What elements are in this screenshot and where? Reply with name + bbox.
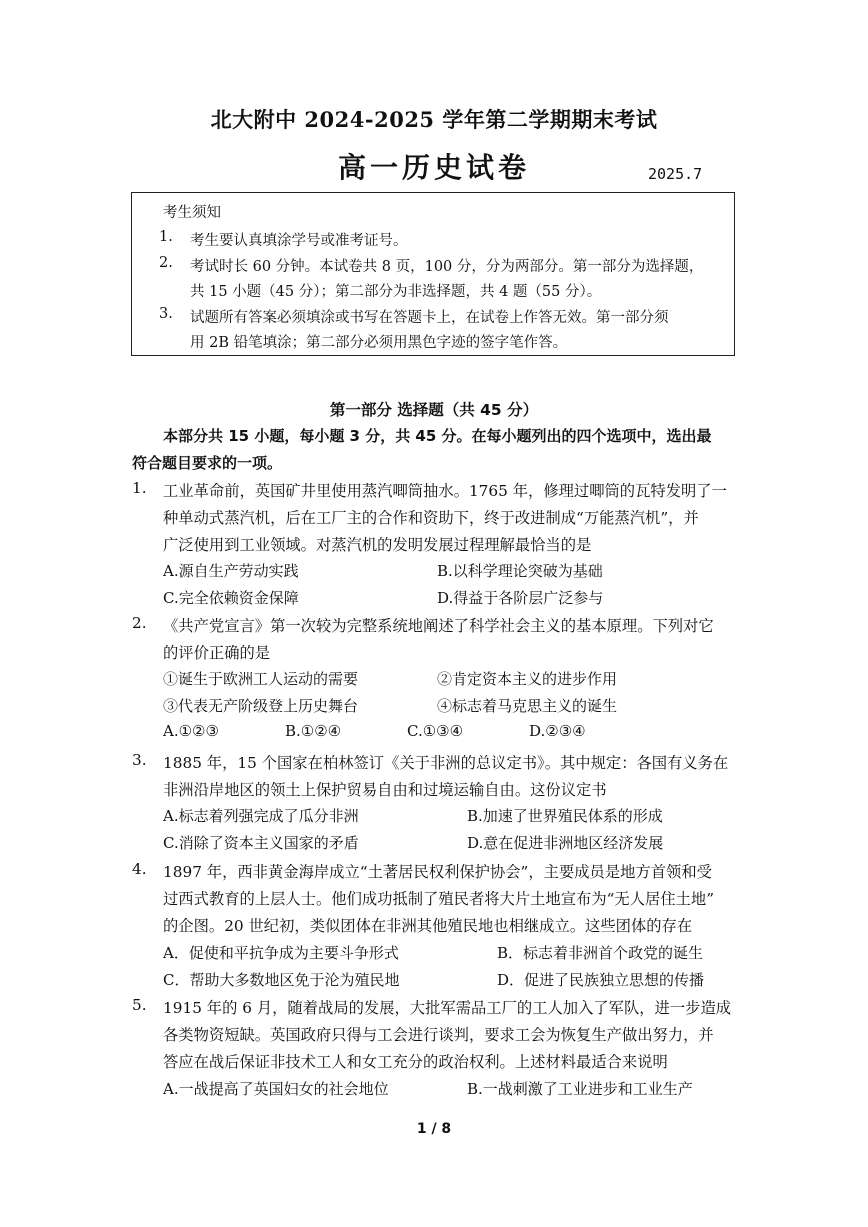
question-number: 4. <box>132 860 147 878</box>
question-text: 1897 年，西非黄金海岸成立“土著居民权利保护协会”，主要成员是地方首领和受 <box>163 863 712 881</box>
notice-item-text: 试题所有答案必须填涂或书写在答题卡上，在试卷上作答无效。第一部分须 <box>190 310 669 326</box>
notice-item-text: 用 2B 铅笔填涂；第二部分必须用黑色字迹的签字笔作答。 <box>190 335 568 351</box>
question-text: 《共产党宣言》第一次较为完整系统地阐述了科学社会主义的基本原理。下列对它 <box>163 617 714 635</box>
exam-date: 2025.7 <box>648 165 703 183</box>
question-text: 工业革命前，英国矿井里使用蒸汽唧筒抽水。1765 年，修理过唧筒的瓦特发明了一 <box>163 482 727 500</box>
notice-title: 考生须知 <box>163 205 221 221</box>
option-b: B.一战刺激了工业进步和工业生产 <box>467 1080 693 1098</box>
question-text: 的评价正确的是 <box>163 644 271 662</box>
option-d: D.②③④ <box>529 722 586 740</box>
option-d: D．促进了民族独立思想的传播 <box>497 971 705 989</box>
question-text: 种单动式蒸汽机，后在工厂主的合作和资助下，终于改进制成“万能蒸汽机”，并 <box>163 509 699 527</box>
option-a: A．促使和平抗争成为主要斗争形式 <box>163 944 399 962</box>
option-a: A.一战提高了英国妇女的社会地位 <box>163 1080 389 1098</box>
question-text: 1885 年，15 个国家在柏林签订《关于非洲的总议定书》。其中规定：各国有义务在 <box>163 754 729 772</box>
statement-item: ③代表无产阶级登上历史舞台 <box>163 697 359 715</box>
notice-item-text: 考试时长 60 分钟。本试卷共 8 页，100 分，分为两部分。第一部分为选择题， <box>190 259 704 275</box>
notice-item-text: 共 15 小题（45 分）；第二部分为非选择题，共 4 题（55 分）。 <box>190 284 602 300</box>
option-c: C．帮助大多数地区免于沦为殖民地 <box>163 971 400 989</box>
question-text: 广泛使用到工业领域。对蒸汽机的发明发展过程理解最恰当的是 <box>163 536 592 554</box>
notice-item-number: 3. <box>159 306 173 322</box>
statement-item: ②肯定资本主义的进步作用 <box>437 670 618 688</box>
option-b: B.以科学理论突破为基础 <box>437 562 603 580</box>
question-text: 答应在战后保证非技术工人和女工充分的政治权利。上述材料最适合来说明 <box>163 1053 668 1071</box>
question-number: 1. <box>132 479 147 497</box>
question-number: 3. <box>132 751 147 769</box>
option-c: C.消除了资本主义国家的矛盾 <box>163 834 359 852</box>
option-c: C.①③④ <box>407 722 464 740</box>
notice-item-number: 1. <box>159 229 173 245</box>
option-c: C.完全依赖资金保障 <box>163 589 299 607</box>
option-b: B．标志着非洲首个政党的诞生 <box>497 944 704 962</box>
section-title: 第一部分 选择题（共 45 分） <box>329 401 539 419</box>
option-d: D.意在促进非洲地区经济发展 <box>467 834 664 852</box>
option-a: A.①②③ <box>163 722 219 740</box>
notice-item-text: 考生要认真填涂学号或准考证号。 <box>190 233 408 249</box>
question-number: 2. <box>132 614 147 632</box>
question-text: 非洲沿岸地区的领土上保护贸易自由和过境运输自由。这份议定书 <box>163 781 607 799</box>
statement-item: ①诞生于欧洲工人运动的需要 <box>163 670 359 688</box>
section-instructions: 本部分共 15 小题，每小题 3 分，共 45 分。在每小题列出的四个选项中，选出最 <box>163 427 712 445</box>
option-b: B.①②④ <box>285 722 342 740</box>
question-text: 的企图。20 世纪初，类似团体在非洲其他殖民地也相继成立。这些团体的存在 <box>163 917 693 935</box>
question-text: 过西式教育的上层人士。他们成功抵制了殖民者将大片土地宣布为“无人居住土地” <box>163 890 715 908</box>
school-title: 北大附中 2024-2025 学年第二学期期末考试 <box>210 107 658 132</box>
option-b: B.加速了世界殖民体系的形成 <box>467 807 663 825</box>
page-number: 1 / 8 <box>416 1121 452 1137</box>
option-d: D.得益于各阶层广泛参与 <box>437 589 604 607</box>
statement-item: ④标志着马克思主义的诞生 <box>437 697 618 715</box>
section-instructions: 符合题目要求的一项。 <box>132 454 283 472</box>
question-number: 5. <box>132 996 147 1014</box>
exam-title: 高一历史试卷 <box>337 151 530 184</box>
option-a: A.源自生产劳动实践 <box>163 562 299 580</box>
option-a: A.标志着列强完成了瓜分非洲 <box>163 807 359 825</box>
question-text: 各类物资短缺。英国政府只得与工会进行谈判，要求工会为恢复生产做出努力，并 <box>163 1026 714 1044</box>
question-text: 1915 年的 6 月，随着战局的发展，大批军需品工厂的工人加入了军队，进一步造成 <box>163 999 732 1017</box>
notice-item-number: 2. <box>159 255 173 271</box>
